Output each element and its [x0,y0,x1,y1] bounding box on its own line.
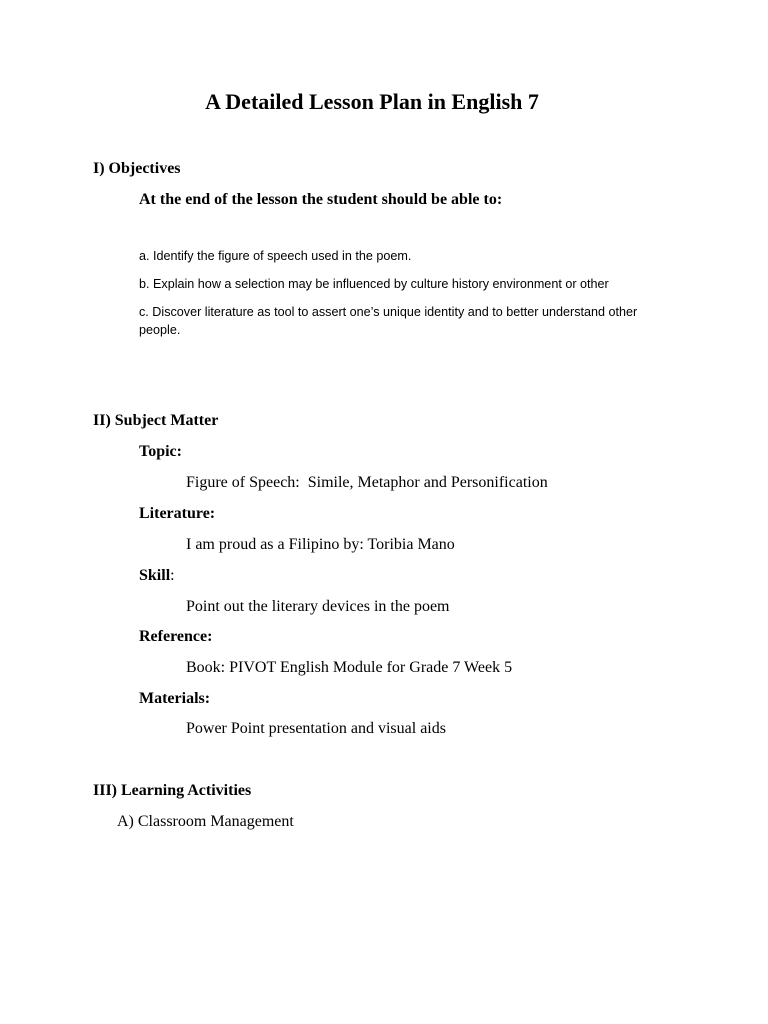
materials-value: Power Point presentation and visual aids [186,720,446,737]
reference-value: Book: PIVOT English Module for Grade 7 Week 5 [186,659,513,676]
objective-item-c: c. Discover literature as tool to assert one’s unique identity and to better understand other people. [139,305,638,337]
subject-matter-heading: II) Subject Matter [93,412,219,429]
document-title: A Detailed Lesson Plan in English 7 [205,89,539,114]
classroom-management-item: A) Classroom Management [117,813,294,830]
learning-activities-heading: III) Learning Activities [93,782,252,799]
topic-label: Topic: [139,443,182,460]
skill-label: Skill [139,567,171,584]
objectives-intro: At the end of the lesson the student should be able to: [139,191,503,208]
materials-label: Materials: [139,690,211,707]
reference-label: Reference: [139,628,213,645]
skill-colon: : [170,567,175,584]
objectives-heading: I) Objectives [93,160,181,177]
objective-item-b: b. Explain how a selection may be influenced by culture history environment or other [139,277,609,291]
literature-label: Literature: [139,505,216,522]
skill-value: Point out the literary devices in the poem [186,598,450,615]
skill-label-line [139,566,175,586]
literature-value: I am proud as a Filipino by: Toribia Mano [186,536,455,553]
topic-value: Figure of Speech: Simile, Metaphor and Personification [186,474,548,491]
objective-item-a: a. Identify the figure of speech used in the poem. [139,249,412,263]
